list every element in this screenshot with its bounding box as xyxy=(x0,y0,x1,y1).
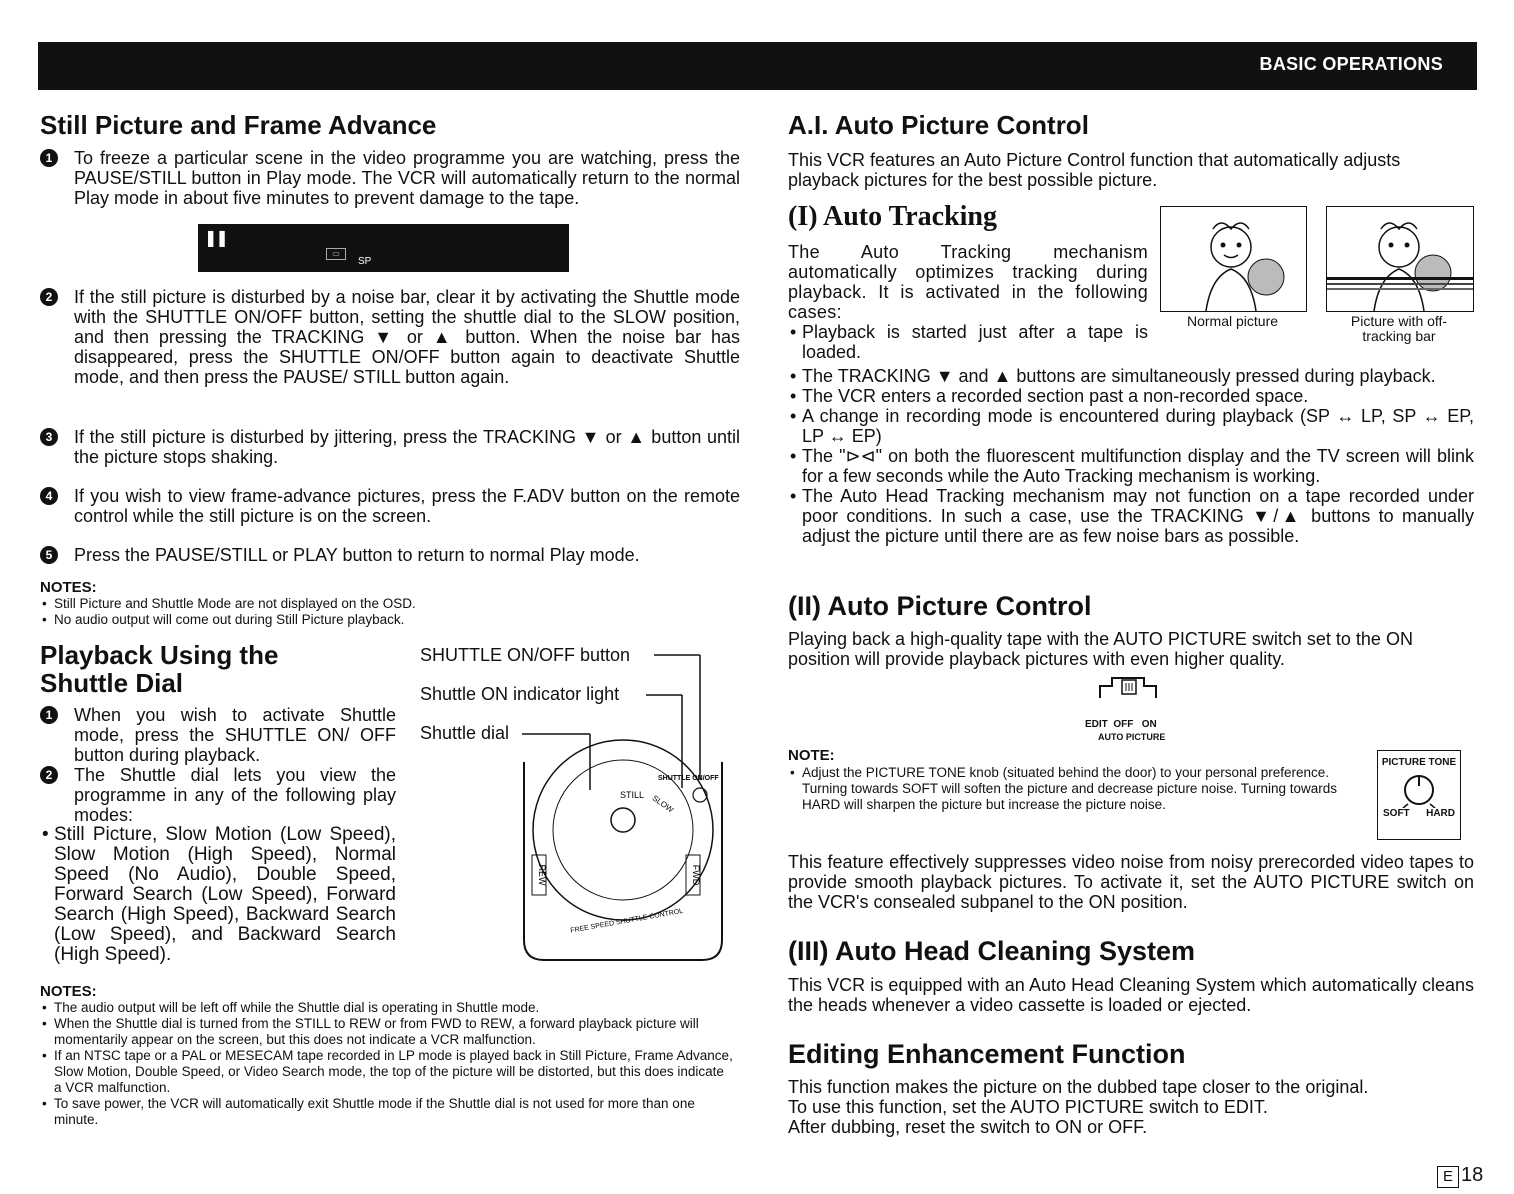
step-text: If the still picture is disturbed by a noise bar, clear it by activating the Shuttle mode with the SHUTTLE ON/OFF button, setting the shuttle dial to the SLOW position, and then pressing the TRACKING ▼ or ▲ button. When the noise bar has disappeared, press the SHUTTLE ON/OFF button again to deactivate Shuttle mode, and then press the PAUSE/ STILL button again. xyxy=(74,287,740,387)
edit-title: Editing Enhancement Function xyxy=(788,1039,1186,1069)
apc-note xyxy=(788,765,1348,813)
step-text: If you wish to view frame-advance pictures, press the F.ADV button on the remote control while the still picture is on the screen. xyxy=(74,486,740,526)
note-item: • When the Shuttle dial is turned from the STILL to REW or from FWD to REW, a forward playback picture will momentarily appear on the screen, but this does not indicate a VCR malfunction. xyxy=(40,1016,734,1048)
step-number: 1 xyxy=(40,706,58,724)
offtrack-picture-frame xyxy=(1326,206,1474,312)
step-number: 3 xyxy=(40,428,58,446)
osd-sp-label: SP xyxy=(358,256,372,267)
shuttle-title-line2: Shuttle Dial xyxy=(40,668,184,698)
knob-title: PICTURE TONE xyxy=(1381,757,1457,768)
edit-line-1: This function makes the picture on the dubbed tape closer to the original. xyxy=(788,1077,1369,1097)
apc-note-title: NOTE: xyxy=(788,747,835,764)
ai-title: A.I. Auto Picture Control xyxy=(788,110,1089,140)
notes-title: NOTES: xyxy=(40,579,97,596)
step-text: To freeze a particular scene in the video programme you are watching, press the PAUSE/STILL button in Play mode. The VCR will automatically return to the normal Play mode in about five minutes to prevent damage to the tape. xyxy=(74,148,740,208)
shuttle-step-2 xyxy=(40,765,396,825)
knob-labels xyxy=(1378,808,1460,819)
switch-label: AUTO PICTURE xyxy=(1098,732,1166,742)
header-bar xyxy=(38,42,1477,90)
apc-text2: This feature effectively suppresses video noise from noisy prerecorded video tapes to provide smooth playback pictures. To activate it, set the AUTO PICTURE switch on the VCR's consealed subpanel to the ON position. xyxy=(788,852,1474,912)
caption-offtrack-1: Picture with off- xyxy=(1350,313,1448,329)
note-item: • If an NTSC tape or a PAL or MESECAM tape recorded in LP mode is played back in Still Picture, Frame Advance, Slow Motion, Double Speed, or Video Search mode, the top of the picture will be distorted, but this does indicate a VCR malfunction. xyxy=(40,1048,734,1096)
still-step-1 xyxy=(40,148,740,208)
note-item: • Adjust the PICTURE TONE knob (situated behind the door) to your personal preference. Turning towards SOFT will soften the picture and decrease picture noise. Turning towards HARD will sharpen the picture but increase the picture noise. xyxy=(788,765,1348,813)
head-title: (III) Auto Head Cleaning System xyxy=(788,936,1196,966)
notes-list xyxy=(40,1000,734,1128)
still-step-5 xyxy=(40,545,740,565)
knob-soft-label: SOFT xyxy=(1383,808,1410,819)
still-step-2 xyxy=(40,287,740,387)
step-text: When you wish to activate Shuttle mode, press the SHUTTLE ON/ OFF button during playback. xyxy=(74,705,396,765)
note-item: • Still Picture and Shuttle Mode are not displayed on the OSD. xyxy=(40,596,740,612)
language-badge: E xyxy=(1437,1166,1459,1188)
switch-edit-label: EDIT xyxy=(1085,719,1108,730)
notes-title: NOTES: xyxy=(40,983,97,1000)
bullet-item: • A change in recording mode is encountered during playback (SP ↔ LP, SP ↔ EP, LP ↔ EP) xyxy=(788,406,1474,446)
tracking-bullets xyxy=(788,366,1474,546)
dial-fwd-label: FWD xyxy=(691,864,701,886)
tracking-title: (I) Auto Tracking xyxy=(788,201,997,232)
section-label: BASIC OPERATIONS xyxy=(1259,54,1443,74)
picture-tone-knob-panel xyxy=(1377,750,1461,840)
caption-normal-picture: Normal picture xyxy=(1186,313,1279,329)
edit-line-2: To use this function, set the AUTO PICTURE switch to EDIT. xyxy=(788,1097,1268,1117)
apc-text: Playing back a high-quality tape with the AUTO PICTURE switch set to the ON position will provide playback pictures with even higher quality. xyxy=(788,629,1413,669)
tracking-intro: The Auto Tracking mechanism automatically optimizes tracking during playback. It is activated in the following cases: xyxy=(788,242,1148,322)
dial-free-speed-label: FREE SPEED SHUTTLE CONTROL xyxy=(569,907,684,935)
step-text: If the still picture is disturbed by jittering, press the TRACKING ▼ or ▲ button until the picture stops shaking. xyxy=(74,427,740,467)
still-step-3 xyxy=(40,427,740,467)
modes-text: • Still Picture, Slow Motion (Low Speed), Slow Motion (High Speed), Normal Speed (No Audio), Double Speed, Forward Search (Low Speed), Forward Search (High Speed), Backward Search (Low Speed), and Backward Search (High Speed). xyxy=(40,825,396,965)
step-number: 1 xyxy=(40,149,58,167)
switch-positions xyxy=(1085,719,1157,730)
switch-off-label: OFF xyxy=(1113,719,1134,730)
notes-list xyxy=(40,596,740,628)
apc-title: (II) Auto Picture Control xyxy=(788,591,1092,621)
dial-shuttle-onoff-label: SHUTTLE ON/OFF xyxy=(658,775,719,782)
bullet-item: • The Auto Head Tracking mechanism may not function on a tape recorded under poor conditions. In such a case, use the TRACKING ▼/▲ buttons to manually adjust the picture until there are as few noise bars as possible. xyxy=(788,486,1474,546)
osd-still-screen xyxy=(198,224,569,272)
shuttle-step-1 xyxy=(40,705,396,765)
switch-on-label: ON xyxy=(1141,719,1157,730)
note-item: • No audio output will come out during Still Picture playback. xyxy=(40,612,740,628)
modes-list xyxy=(40,825,396,965)
cartoon-girl-icon xyxy=(1161,207,1306,311)
note-item: • To save power, the VCR will automatically exit Shuttle mode if the Shuttle dial is not used for more than one minute. xyxy=(40,1096,734,1128)
ai-intro: This VCR features an Auto Picture Control function that automatically adjusts playback pictures for the best possible picture. xyxy=(788,150,1401,190)
knob-hard-label: HARD xyxy=(1426,808,1455,819)
caption-offtrack-2: tracking bar xyxy=(1362,328,1436,344)
note-item: • The audio output will be left off while the Shuttle dial is operating in Shuttle mode. xyxy=(40,1000,734,1016)
tracking-first-bullet xyxy=(788,322,1148,362)
dial-still-label: STILL xyxy=(620,790,645,800)
pause-icon: ❚❚ xyxy=(204,230,227,247)
cassette-icon: ▭ xyxy=(326,248,346,260)
bullet-item: • The TRACKING ▼ and ▲ buttons are simultaneously pressed during playback. xyxy=(788,366,1474,386)
still-title: Still Picture and Frame Advance xyxy=(40,110,437,140)
bullet-item: • The "⊳⊲" on both the fluorescent multifunction display and the TV screen will blink for a few seconds while the Auto Tracking mechanism is working. xyxy=(788,446,1474,486)
shuttle-notes xyxy=(40,984,734,1128)
label-shuttle-dial: Shuttle dial xyxy=(420,723,510,743)
step-number: 5 xyxy=(40,546,58,564)
dial-slow-label: SLOW xyxy=(650,793,676,815)
step-number: 2 xyxy=(40,766,58,784)
normal-picture-frame xyxy=(1160,206,1307,312)
shuttle-dial-diagram xyxy=(500,640,740,980)
page-number: 18 xyxy=(1461,1164,1484,1186)
knob-icon xyxy=(1378,768,1460,808)
dial-rew-label: REW xyxy=(537,864,547,886)
cartoon-girl-noise-icon xyxy=(1327,207,1473,311)
label-shuttle-onoff-button: SHUTTLE ON/OFF button xyxy=(420,645,631,665)
still-notes xyxy=(40,580,740,628)
step-text: Press the PAUSE/STILL or PLAY button to return to normal Play mode. xyxy=(74,545,640,565)
label-shuttle-indicator: Shuttle ON indicator light xyxy=(420,684,620,704)
bullet-item: • The VCR enters a recorded section past a non-recorded space. xyxy=(788,386,1474,406)
head-text: This VCR is equipped with an Auto Head Cleaning System which automatically cleans the heads whenever a video cassette is loaded or ejected. xyxy=(788,975,1474,1015)
still-step-4 xyxy=(40,486,740,526)
step-text: The Shuttle dial lets you view the programme in any of the following play modes: xyxy=(74,765,396,825)
auto-picture-switch-icon xyxy=(1098,676,1158,700)
shuttle-modes xyxy=(40,825,396,965)
edit-line-3: After dubbing, reset the switch to ON or OFF. xyxy=(788,1117,1148,1137)
bullet-item: • Playback is started just after a tape is loaded. xyxy=(788,322,1148,362)
shuttle-title-line1: Playback Using the xyxy=(40,640,279,670)
step-number: 4 xyxy=(40,487,58,505)
step-number: 2 xyxy=(40,288,58,306)
